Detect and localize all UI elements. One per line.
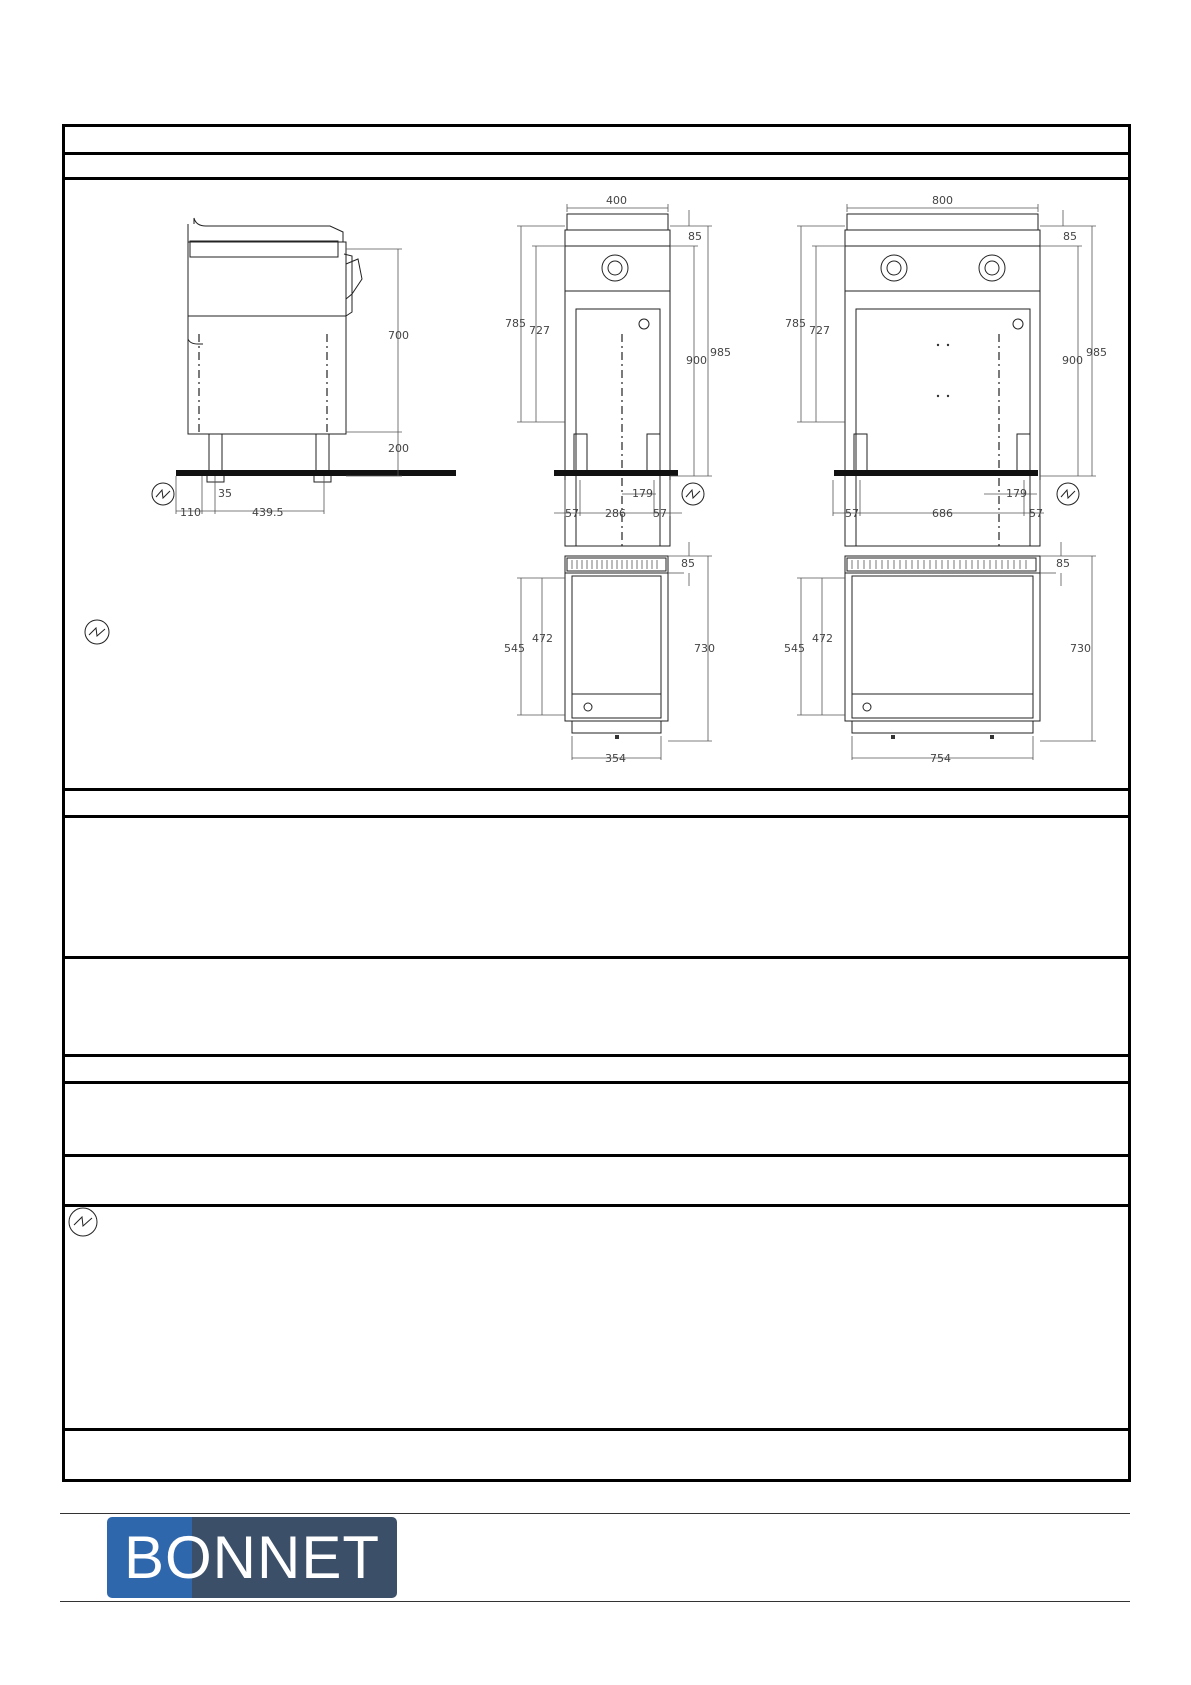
front800-foot-right-label: 57: [1029, 507, 1043, 520]
side-dim-c-label: 439.5: [252, 506, 284, 519]
front800-width-label: 800: [932, 194, 953, 207]
front400-conn-label: 179: [632, 487, 653, 500]
technical-drawings: [62, 124, 1129, 1480]
front-view-800-drawing: [785, 194, 1107, 549]
front800-h2-label: 727: [809, 324, 830, 337]
electric-connection-legend: [85, 620, 109, 644]
front800-h4-label: 985: [1086, 346, 1107, 359]
side-dim-b-label: 110: [180, 506, 201, 519]
front800-inner-label: 686: [932, 507, 953, 520]
front400-h2-label: 727: [529, 324, 550, 337]
top800-depth-label: 730: [1070, 642, 1091, 655]
top800-top-label: 85: [1056, 557, 1070, 570]
top-view-400-drawing: [504, 542, 715, 765]
top400-depth-label: 730: [694, 642, 715, 655]
side-view-drawing: [152, 218, 456, 519]
side-height-body-label: 700: [388, 329, 409, 342]
front400-width-label: 400: [606, 194, 627, 207]
footer-top-rule: [60, 1513, 1130, 1514]
top800-width-label: 754: [930, 752, 951, 765]
top-view-800-drawing: [784, 542, 1096, 765]
spec-sheet: [62, 124, 1129, 1480]
front400-foot-right-label: 57: [653, 507, 667, 520]
front400-h1-label: 785: [505, 317, 526, 330]
front400-top-label: 85: [688, 230, 702, 243]
front400-h4-label: 985: [710, 346, 731, 359]
front800-h1-label: 785: [785, 317, 806, 330]
front800-top-label: 85: [1063, 230, 1077, 243]
front400-foot-left-label: 57: [565, 507, 579, 520]
electric-section-marker: [69, 1208, 97, 1236]
front800-h3-label: 900: [1062, 354, 1083, 367]
side-dim-a-label: 35: [218, 487, 232, 500]
bonnet-logo: [107, 1517, 397, 1598]
front400-h3-label: 900: [686, 354, 707, 367]
top400-d2-label: 472: [532, 632, 553, 645]
footer-bottom-rule: [60, 1601, 1130, 1602]
top400-width-label: 354: [605, 752, 626, 765]
logo-text: BONNET: [123, 1524, 381, 1591]
front400-inner-label: 286: [605, 507, 626, 520]
front-view-400-drawing: [505, 194, 731, 549]
top400-top-label: 85: [681, 557, 695, 570]
front800-foot-left-label: 57: [845, 507, 859, 520]
top400-d1-label: 545: [504, 642, 525, 655]
top800-d2-label: 472: [812, 632, 833, 645]
front800-conn-label: 179: [1006, 487, 1027, 500]
side-height-legs-label: 200: [388, 442, 409, 455]
top800-d1-label: 545: [784, 642, 805, 655]
